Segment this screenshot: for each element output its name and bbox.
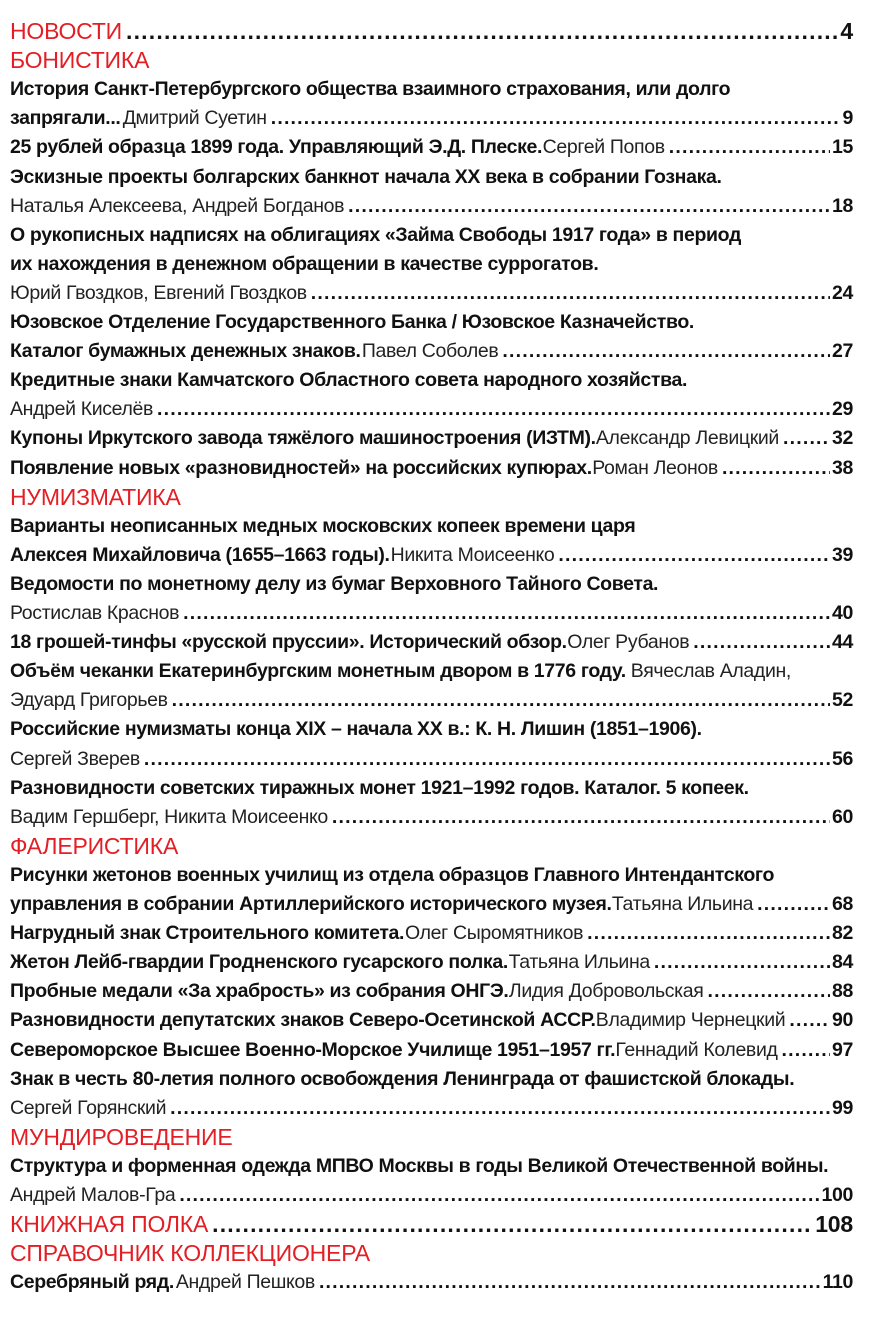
page-number: 27 xyxy=(832,340,853,363)
toc-entry-line xyxy=(10,1268,853,1297)
toc-entry-line xyxy=(10,75,853,104)
toc-entry-line xyxy=(10,308,853,337)
dot-leader xyxy=(179,1181,819,1210)
dot-leader xyxy=(271,104,841,133)
toc-entry-line xyxy=(10,657,853,686)
article-author: Дмитрий Суетин xyxy=(122,107,267,130)
article-author: Павел Соболев xyxy=(361,340,499,363)
article-author: Наталья Алексеева, Андрей Богданов xyxy=(10,194,345,217)
article-title: Серебряный ряд. xyxy=(10,1271,174,1294)
page-number: 4 xyxy=(840,18,853,44)
dot-leader xyxy=(587,919,830,948)
dot-leader xyxy=(502,337,830,366)
article-author: Олег Сыромятников xyxy=(405,922,584,945)
dot-leader xyxy=(654,948,830,977)
toc-entry-line xyxy=(10,424,853,453)
article-title: Североморское Высшее Военно-Морское Училище 1951–1957 гг. xyxy=(10,1038,616,1061)
article-author: Владимир Чернецкий xyxy=(595,1009,786,1032)
article-title: Эскизные проекты болгарских банкнот начала XX века в собрании Гознака. xyxy=(10,165,722,188)
article-title: Варианты неописанных медных московских копеек времени царя xyxy=(10,514,636,537)
article-title: Рисунки жетонов военных училищ из отдела образцов Главного Интендантского xyxy=(10,863,775,886)
page-number: 9 xyxy=(842,107,853,130)
article-author: Никита Моисеенко xyxy=(390,543,555,566)
toc-entry-line xyxy=(10,715,853,744)
section-heading xyxy=(10,483,853,512)
article-author: Сергей Попов xyxy=(542,136,665,159)
toc-author-line xyxy=(10,1094,853,1123)
toc-author-line xyxy=(10,686,853,715)
article-author: Татьяна Ильина xyxy=(611,893,754,915)
toc-entry-line xyxy=(10,221,853,250)
dot-leader xyxy=(782,1036,830,1065)
page-number: 32 xyxy=(832,427,853,450)
page-number: 97 xyxy=(832,1038,853,1061)
toc-entry-line xyxy=(10,163,853,192)
section-title: ФАЛЕРИСТИКА xyxy=(10,832,179,859)
page-number: 24 xyxy=(832,281,853,304)
article-title: Знак в честь 80-летия полного освобождения Ленинграда от фашистской блокады. xyxy=(10,1067,795,1090)
toc-entry-line xyxy=(10,977,853,1006)
section-title: НОВОСТИ xyxy=(10,18,122,44)
article-title: запрягали... xyxy=(10,107,121,130)
page-number: 40 xyxy=(832,602,853,624)
article-author: Татьяна Ильина xyxy=(508,951,650,974)
page-number: 88 xyxy=(832,980,853,1003)
section-title: БОНИСТИКА xyxy=(10,47,150,74)
toc-author-line xyxy=(10,279,853,308)
article-author: Андрей Пешков xyxy=(175,1271,315,1294)
dot-leader xyxy=(348,192,830,221)
article-title: Российские нумизматы конца XIX – начала XX в.: К. Н. Лишин (1851–1906). xyxy=(10,718,702,741)
article-title: Объём чеканки Екатеринбургским монетным двором в 1776 году. xyxy=(10,660,626,683)
article-author: Лидия Добровольская xyxy=(508,980,704,1003)
section-heading xyxy=(10,832,853,861)
dot-leader xyxy=(183,599,830,628)
toc-entry-line xyxy=(10,250,853,279)
toc-entry-line xyxy=(10,1036,853,1065)
article-title: Кредитные знаки Камчатского Областного совета народного хозяйства. xyxy=(10,369,688,392)
page-number: 60 xyxy=(832,805,853,828)
toc-entry-line xyxy=(10,337,853,366)
page-number: 110 xyxy=(822,1271,853,1294)
dot-leader xyxy=(332,803,830,832)
toc-entry-line xyxy=(10,890,853,919)
page-number: 99 xyxy=(832,1096,853,1119)
article-title: Структура и форменная одежда МПВО Москвы в годы Великой Отечественной войны. xyxy=(10,1154,829,1177)
toc-entry-line xyxy=(10,919,853,948)
page-number: 39 xyxy=(832,543,853,566)
page-number: 29 xyxy=(832,398,853,421)
section-heading xyxy=(10,1123,853,1152)
dot-leader xyxy=(311,279,830,308)
page-number: 56 xyxy=(832,747,853,770)
dot-leader xyxy=(319,1268,821,1297)
article-author: Сергей Горянский xyxy=(10,1096,167,1119)
dot-leader xyxy=(170,1094,830,1123)
dot-leader xyxy=(669,133,830,162)
toc-entry-line xyxy=(10,104,853,133)
toc-entry-line xyxy=(10,861,853,890)
page-number: 44 xyxy=(832,631,853,654)
toc-author-line xyxy=(10,1181,853,1210)
article-author: Роман Леонов xyxy=(592,456,718,479)
dot-leader xyxy=(708,977,831,1006)
toc-entry-line xyxy=(10,366,853,395)
page-number: 52 xyxy=(832,689,853,712)
dot-leader xyxy=(157,395,830,424)
toc-entry-line xyxy=(10,512,853,541)
toc-entry-line xyxy=(10,628,853,657)
article-title: Юзовское Отделение Государственного Банка / Юзовское Казначейство. xyxy=(10,311,694,333)
section-heading xyxy=(10,46,853,75)
dot-leader xyxy=(172,686,830,715)
dot-leader xyxy=(783,424,830,453)
toc-author-line xyxy=(10,745,853,774)
article-author: Эдуард Григорьев xyxy=(10,689,168,712)
dot-leader xyxy=(558,541,830,570)
section-heading xyxy=(10,1210,853,1239)
article-author: Юрий Гвоздков, Евгений Гвоздков xyxy=(10,281,307,304)
toc-author-line xyxy=(10,395,853,424)
article-author: Андрей Малов-Гра xyxy=(10,1184,176,1206)
toc-entry-line xyxy=(10,133,853,162)
article-author: Олег Рубанов xyxy=(567,631,690,654)
dot-leader xyxy=(789,1006,830,1035)
article-author: Андрей Киселёв xyxy=(10,398,154,421)
page-number: 108 xyxy=(815,1211,853,1238)
article-title: О рукописных надписях на облигациях «Займа Свободы 1917 года» в период xyxy=(10,223,741,246)
section-title: НУМИЗМАТИКА xyxy=(10,483,181,510)
page-number: 84 xyxy=(832,951,853,974)
page-number: 100 xyxy=(821,1184,853,1206)
toc-entry-line xyxy=(10,570,853,599)
toc-entry-line xyxy=(10,1152,853,1181)
toc-entry-line xyxy=(10,948,853,977)
dot-leader xyxy=(126,17,838,46)
article-author: Вадим Гершберг, Никита Моисеенко xyxy=(10,805,328,828)
article-title: Алексея Михайловича (1655–1663 годы). xyxy=(10,543,390,566)
article-title: их нахождения в денежном обращении в качестве суррогатов. xyxy=(10,252,599,275)
section-heading xyxy=(10,1239,853,1268)
toc-entry-line xyxy=(10,454,853,483)
page-number: 15 xyxy=(832,136,853,159)
article-title: Купоны Иркутского завода тяжёлого машиностроения (ИЗТМ). xyxy=(10,427,596,450)
dot-leader xyxy=(757,890,830,919)
section-heading xyxy=(10,17,853,46)
article-author: Александр Левицкий xyxy=(595,427,779,450)
toc-entry-line xyxy=(10,1065,853,1094)
toc-entry-line xyxy=(10,541,853,570)
article-author: Вячеслав Аладин, xyxy=(630,660,791,683)
article-author: Геннадий Колевид xyxy=(615,1038,778,1061)
dot-leader xyxy=(722,454,830,483)
page-number: 90 xyxy=(832,1009,853,1032)
toc-entry-line xyxy=(10,1006,853,1035)
toc-author-line xyxy=(10,803,853,832)
article-title: 18 грошей-тинфы «русской пруссии». Исторический обзор. xyxy=(10,631,567,654)
article-title: Разновидности советских тиражных монет 1921–1992 годов. Каталог. 5 копеек. xyxy=(10,776,749,799)
toc-entry-line xyxy=(10,774,853,803)
page-number: 38 xyxy=(832,456,853,479)
page-number: 18 xyxy=(832,194,853,217)
dot-leader xyxy=(212,1210,813,1239)
article-title: Ведомости по монетному делу из бумаг Верховного Тайного Совета. xyxy=(10,572,659,595)
article-author: Сергей Зверев xyxy=(10,747,140,770)
section-title: КНИЖНАЯ ПОЛКА xyxy=(10,1211,209,1238)
article-title: История Санкт-Петербургского общества взаимного страхования, или долго xyxy=(10,78,731,101)
article-author: Ростислав Краснов xyxy=(10,602,180,624)
article-title: Каталог бумажных денежных знаков. xyxy=(10,340,361,363)
toc-author-line xyxy=(10,192,853,221)
toc-author-line xyxy=(10,599,853,628)
article-title: управления в собрании Артиллерийского исторического музея. xyxy=(10,893,612,915)
article-title: Пробные медали «За храбрость» из собрания ОНГЭ. xyxy=(10,980,509,1003)
article-title: Жетон Лейб-гвардии Гродненского гусарского полка. xyxy=(10,951,508,974)
section-title: СПРАВОЧНИК КОЛЛЕКЦИОНЕРА xyxy=(10,1240,370,1267)
dot-leader xyxy=(693,628,830,657)
article-title: 25 рублей образца 1899 года. Управляющий Э.Д. Плеске. xyxy=(10,136,543,159)
section-title: МУНДИРОВЕДЕНИЕ xyxy=(10,1123,233,1150)
dot-leader xyxy=(144,745,830,774)
page-number: 68 xyxy=(832,893,853,915)
article-title: Появление новых «разновидностей» на российских купюрах. xyxy=(10,456,592,479)
article-title: Нагрудный знак Строительного комитета. xyxy=(10,922,405,945)
page-number: 82 xyxy=(832,922,853,945)
article-title: Разновидности депутатских знаков Северо-Осетинской АССР. xyxy=(10,1009,596,1032)
